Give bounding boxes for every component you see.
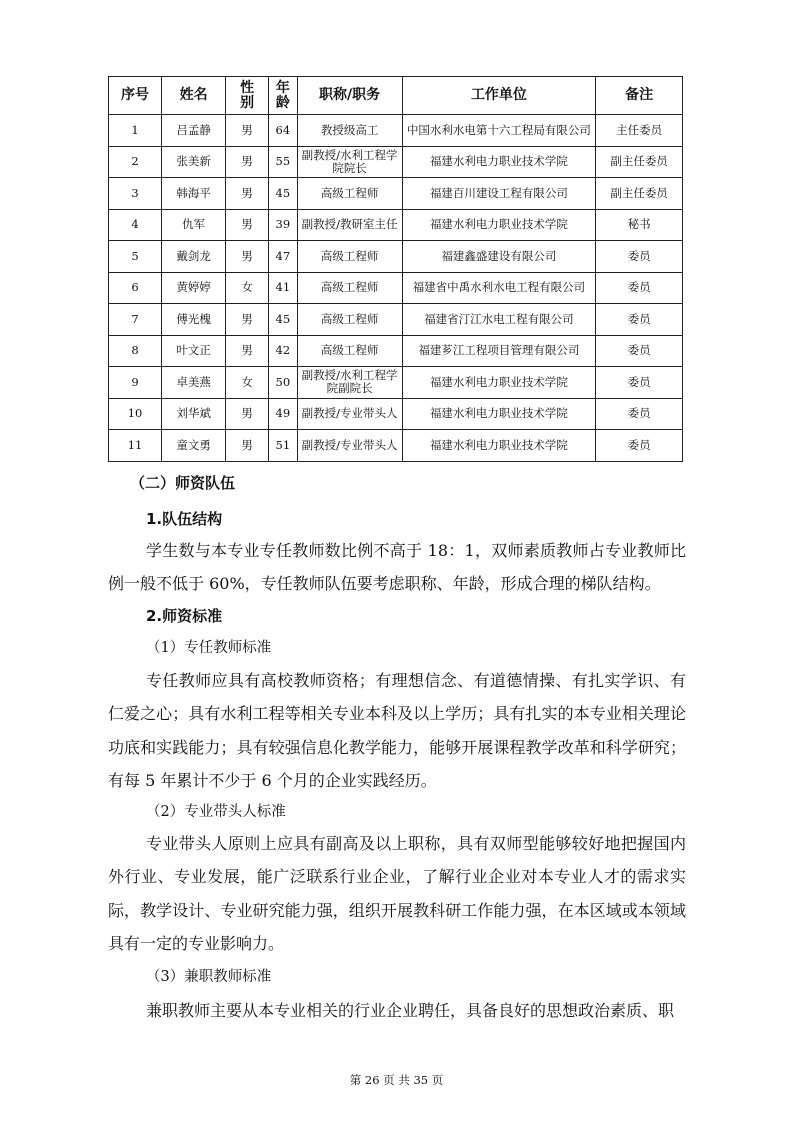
cell-employer: 福建芗江工程项目管理有限公司 <box>402 335 596 367</box>
cell-index: 4 <box>109 209 162 241</box>
cell-gender: 男 <box>226 178 269 210</box>
cell-index: 2 <box>109 146 162 178</box>
cell-employer: 福建省汀江水电工程有限公司 <box>402 304 596 336</box>
cell-remark: 委员 <box>596 241 683 273</box>
cell-age: 49 <box>269 398 298 430</box>
cell-employer: 中国水利水电第十六工程局有限公司 <box>402 115 596 147</box>
cell-employer: 福建水利电力职业技术学院 <box>402 146 596 178</box>
cell-name: 仇军 <box>162 209 226 241</box>
cell-employer: 福建水利电力职业技术学院 <box>402 398 596 430</box>
cell-title: 高级工程师 <box>297 335 402 367</box>
header-gender: 性 别 <box>226 77 269 115</box>
cell-gender: 男 <box>226 146 269 178</box>
cell-remark: 委员 <box>596 430 683 462</box>
cell-title: 高级工程师 <box>297 304 402 336</box>
leader-text: 专业带头人原则上应具有副高及以上职称，具有双师型能够较好地把握国内外行业、专业发展，能广泛联系行业企业，了解行业企业对本专业人才的需求实际，教学设计、专业研究能力强，组织开展教科研工作能力强，在本区域或本领域具有一定的专业影响力。 <box>108 834 686 953</box>
cell-index: 9 <box>109 367 162 399</box>
cell-name: 黄婷婷 <box>162 272 226 304</box>
header-age: 年 龄 <box>269 77 298 115</box>
cell-index: 5 <box>109 241 162 273</box>
cell-gender: 男 <box>226 398 269 430</box>
cell-employer: 福建省中禹水利水电工程有限公司 <box>402 272 596 304</box>
cell-age: 64 <box>269 115 298 147</box>
cell-employer: 福建百川建设工程有限公司 <box>402 178 596 210</box>
cell-index: 11 <box>109 430 162 462</box>
fulltime-text: 专任教师应具有高校教师资格；有理想信念、有道德情操、有扎实学识、有仁爱之心；具有水利工程等相关专业本科及以上学历；具有扎实的本专业相关理论功底和实践能力；具有较强信息化教学能力，能够开展课程教学改革和科学研究；有每 5 年累计不少于 6 个月的企业实践经历。 <box>108 671 686 790</box>
cell-remark: 副主任委员 <box>596 178 683 210</box>
fulltime-heading: （1）专任教师标准 <box>146 640 272 656</box>
cell-title: 副教授/教研室主任 <box>297 209 402 241</box>
cell-name: 韩海平 <box>162 178 226 210</box>
cell-name: 吕孟静 <box>162 115 226 147</box>
cell-gender: 男 <box>226 115 269 147</box>
cell-title: 高级工程师 <box>297 241 402 273</box>
cell-name: 卓美燕 <box>162 367 226 399</box>
table-row <box>109 209 683 241</box>
header-remark: 备注 <box>596 77 683 115</box>
cell-gender: 男 <box>226 304 269 336</box>
cell-title: 高级工程师 <box>297 272 402 304</box>
leader-heading: （2）专业带头人标准 <box>146 804 286 820</box>
cell-name: 戴剑龙 <box>162 241 226 273</box>
cell-remark: 委员 <box>596 304 683 336</box>
cell-gender: 男 <box>226 335 269 367</box>
cell-title: 副教授/水利工程学院院长 <box>297 146 402 178</box>
table-row <box>109 398 683 430</box>
cell-title: 高级工程师 <box>297 178 402 210</box>
team-structure-heading: 1.队伍结构 <box>146 510 223 528</box>
cell-remark: 委员 <box>596 398 683 430</box>
cell-employer: 福建水利电力职业技术学院 <box>402 430 596 462</box>
cell-employer: 福建水利电力职业技术学院 <box>402 367 596 399</box>
cell-gender: 男 <box>226 209 269 241</box>
team-structure-text: 学生数与本专业专任教师数比例不高于 18：1，双师素质教师占专业教师比例一般不低于 60%，专任教师队伍要考虑职称、年龄，形成合理的梯队结构。 <box>108 541 686 594</box>
cell-index: 8 <box>109 335 162 367</box>
cell-remark: 主任委员 <box>596 115 683 147</box>
table-row <box>109 367 683 399</box>
table-row <box>109 304 683 336</box>
table-row <box>109 241 683 273</box>
cell-age: 55 <box>269 146 298 178</box>
cell-age: 45 <box>269 304 298 336</box>
section-heading: （二）师资队伍 <box>130 474 236 492</box>
page-number: 第 26 页 共 35 页 <box>349 1073 444 1087</box>
cell-index: 7 <box>109 304 162 336</box>
cell-gender: 女 <box>226 367 269 399</box>
cell-age: 50 <box>269 367 298 399</box>
header-name: 姓名 <box>162 77 226 115</box>
cell-age: 39 <box>269 209 298 241</box>
cell-remark: 秘书 <box>596 209 683 241</box>
table-row <box>109 146 683 178</box>
table-row <box>109 272 683 304</box>
cell-gender: 女 <box>226 272 269 304</box>
cell-name: 童文勇 <box>162 430 226 462</box>
cell-employer: 福建水利电力职业技术学院 <box>402 209 596 241</box>
cell-name: 叶文正 <box>162 335 226 367</box>
cell-index: 3 <box>109 178 162 210</box>
cell-title: 教授级高工 <box>297 115 402 147</box>
cell-remark: 委员 <box>596 335 683 367</box>
cell-remark: 委员 <box>596 367 683 399</box>
standards-heading: 2.师资标准 <box>146 607 223 625</box>
cell-gender: 男 <box>226 430 269 462</box>
table-row <box>109 115 683 147</box>
table-row <box>109 178 683 210</box>
parttime-text: 兼职教师主要从本专业相关的行业企业聘任，具备良好的思想政治素质、职 <box>146 1001 675 1020</box>
cell-title: 副教授/水利工程学院副院长 <box>297 367 402 399</box>
cell-employer: 福建鑫盛建设有限公司 <box>402 241 596 273</box>
header-employer: 工作单位 <box>402 77 596 115</box>
table-row <box>109 335 683 367</box>
cell-age: 42 <box>269 335 298 367</box>
cell-remark: 副主任委员 <box>596 146 683 178</box>
cell-name: 傅光槐 <box>162 304 226 336</box>
table-row <box>109 430 683 462</box>
parttime-heading: （3）兼职教师标准 <box>146 969 272 985</box>
cell-title: 副教授/专业带头人 <box>297 398 402 430</box>
cell-index: 6 <box>109 272 162 304</box>
cell-index: 10 <box>109 398 162 430</box>
cell-age: 47 <box>269 241 298 273</box>
cell-remark: 委员 <box>596 272 683 304</box>
committee-table <box>108 76 683 462</box>
cell-title: 副教授/专业带头人 <box>297 430 402 462</box>
header-title: 职称/职务 <box>297 77 402 115</box>
header-index: 序号 <box>109 77 162 115</box>
cell-age: 41 <box>269 272 298 304</box>
cell-name: 刘华斌 <box>162 398 226 430</box>
table-header-row <box>109 77 683 115</box>
cell-gender: 男 <box>226 241 269 273</box>
cell-name: 张美新 <box>162 146 226 178</box>
cell-age: 45 <box>269 178 298 210</box>
cell-index: 1 <box>109 115 162 147</box>
cell-age: 51 <box>269 430 298 462</box>
